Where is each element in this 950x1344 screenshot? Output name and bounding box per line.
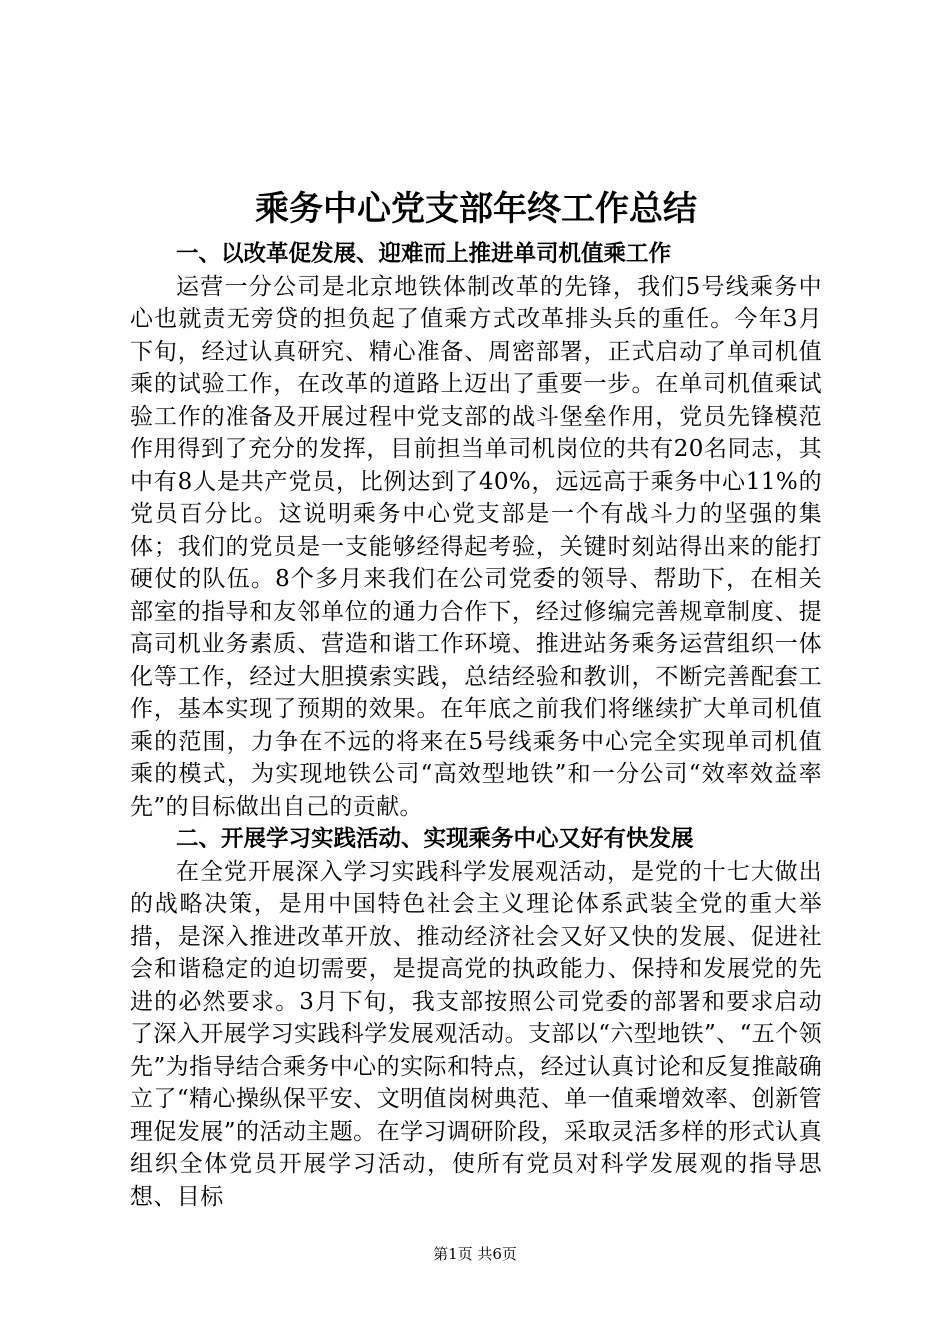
section-paragraph: 在全党开展深入学习实践科学发展观活动，是党的十七大做出的战略决策，是用中国特色社会主义理论体系武装全党的重大举措，是深入推进改革开放、推动经济社会又好又快的发展、促进社会和谐稳定的迫切需要，是提高党的执政能力、保持和发展党的先进的必然要求。3月下旬，我支部按照公司党委的部署和要求启动了深入开展学习实践科学发展观活动。支部以“六型地铁”、“五个领先”为指导结合乘务中心的实际和特点，经过认真讨论和反复推敲确立了“精心操纵保平安、文明值岗树典范、单一值乘增效率、创新管理促发展”的活动主题。在学习调研阶段，采取灵活多样的形式认真组织全体党员开展学习活动，使所有党员对科学发展观的指导思想、目标 — [130, 858, 822, 1210]
section-paragraph: 运营一分公司是北京地铁体制改革的先锋，我们5号线乘务中心也就责无旁贷的担负起了值乘方式改革排头兵的重任。今年3月下旬，经过认真研究、精心准备、周密部署，正式启动了单司机值乘的试验工作，在改革的道路上迈出了重要一步。在单司机值乘试验工作的准备及开展过程中党支部的战斗堡垒作用，党员先锋模范作用得到了充分的发挥，目前担当单司机岗位的共有20名同志，其中有8人是共产党员，比例达到了40%，远远高于乘务中心11%的党员百分比。这说明乘务中心党支部是一个有战斗力的坚强的集体；我们的党员是一支能够经得起考验，关键时刻站得出来的能打硬仗的队伍。8个多月来我们在公司党委的领导、帮助下，在相关部室的指导和友邻单位的通力合作下，经过修编完善规章制度、提高司机业务素质、营造和谐工作环境、推进站务乘务运营组织一体化等工作，经过大胆摸索实践，总结经验和教训，不断完善配套工作，基本实现了预期的效果。在年底之前我们将继续扩大单司机值乘的范围，力争在不远的将来在5号线乘务中心完全实现单司机值乘的模式，为实现地铁公司“高效型地铁”和一分公司“效率效益率先”的目标做出自己的贡献。 — [130, 273, 822, 820]
section-heading: 一、以改革促发展、迎难而上推进单司机值乘工作 — [176, 241, 672, 267]
document-body — [130, 238, 822, 1213]
document-title: 乘务中心党支部年终工作总结 — [255, 189, 697, 229]
section-heading: 二、开展学习实践活动、实现乘务中心又好有快发展 — [176, 826, 694, 852]
page-footer: 第1页 共6页 — [433, 1245, 517, 1263]
